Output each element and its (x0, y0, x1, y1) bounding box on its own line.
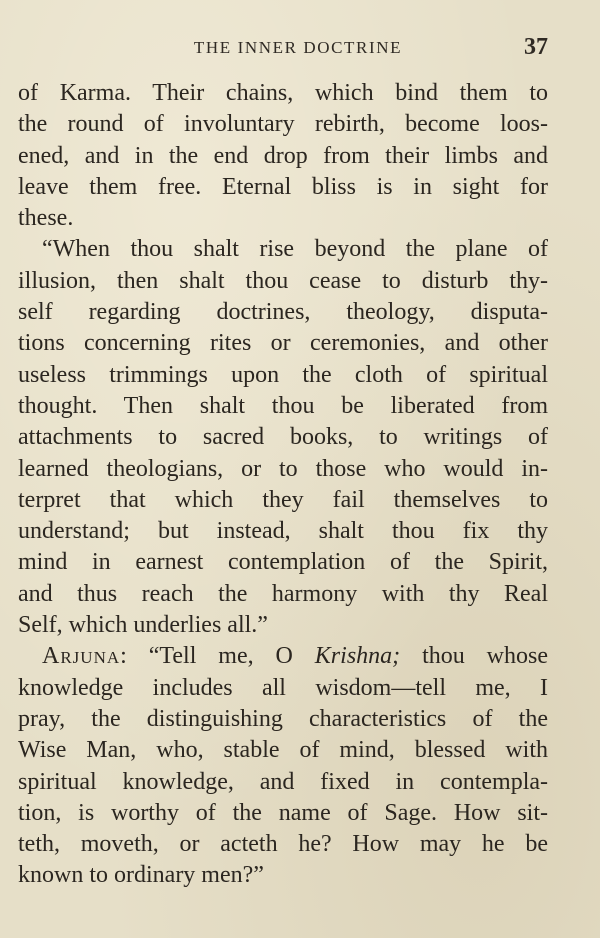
dialogue-open: “Tell me, O (148, 643, 315, 670)
text-line: useless trimmings upon the cloth of spiritual (18, 361, 548, 388)
running-head: THE INNER DOCTRINE (193, 38, 403, 57)
text-line: learned theologians, or to those who would in- (18, 455, 548, 482)
text-line: teth, moveth, or acteth he? How may he be (18, 831, 548, 858)
text-line: terpret that which they fail themselves to (18, 486, 548, 513)
body-text (18, 78, 548, 892)
text-line: “When thou shalt rise beyond the plane of (42, 236, 548, 263)
dialogue-rest: thou whose (400, 643, 549, 670)
dialogue-line (18, 641, 548, 672)
page-header (18, 34, 548, 64)
speaker-name: Arjuna (42, 643, 121, 670)
text-line: pray, the distinguishing characteristics of the (18, 705, 548, 732)
addressee-name: Krishna; (314, 643, 401, 670)
text-line: these. (18, 205, 74, 232)
text-line: spiritual knowledge, and fixed in contempla- (18, 768, 548, 795)
text-line: the round of involuntary rebirth, become loos- (18, 111, 548, 138)
text-line: and thus reach the harmony with thy Real (18, 580, 548, 607)
text-line: Self, which underlies all.” (18, 612, 268, 639)
text-line: thought. Then shalt thou be liberated from (18, 392, 548, 419)
text-line: leave them free. Eternal bliss is in sight for (18, 173, 548, 200)
text-line: knowledge includes all wisdom—tell me, I (18, 674, 548, 701)
text-line: Wise Man, who, stable of mind, blessed with (18, 737, 548, 764)
text-line: mind in earnest contemplation of the Spirit, (18, 549, 548, 576)
speaker-colon: : (120, 643, 149, 670)
text-line: attachments to sacred books, to writings of (18, 424, 548, 451)
text-line: self regarding doctrines, theology, disputa- (18, 299, 548, 326)
text-line: ened, and in the end drop from their limbs and (18, 142, 548, 169)
text-line: of Karma. Their chains, which bind them to (18, 80, 548, 106)
page-number: 37 (524, 34, 548, 60)
text-line: understand; but instead, shalt thou fix thy (18, 518, 548, 545)
text-line: known to ordinary men?” (18, 862, 264, 889)
text-line: tions concerning rites or ceremonies, and other (18, 330, 548, 357)
text-line: tion, is worthy of the name of Sage. How sit- (18, 799, 548, 826)
text-line: illusion, then shalt thou cease to disturb thy- (18, 267, 548, 294)
